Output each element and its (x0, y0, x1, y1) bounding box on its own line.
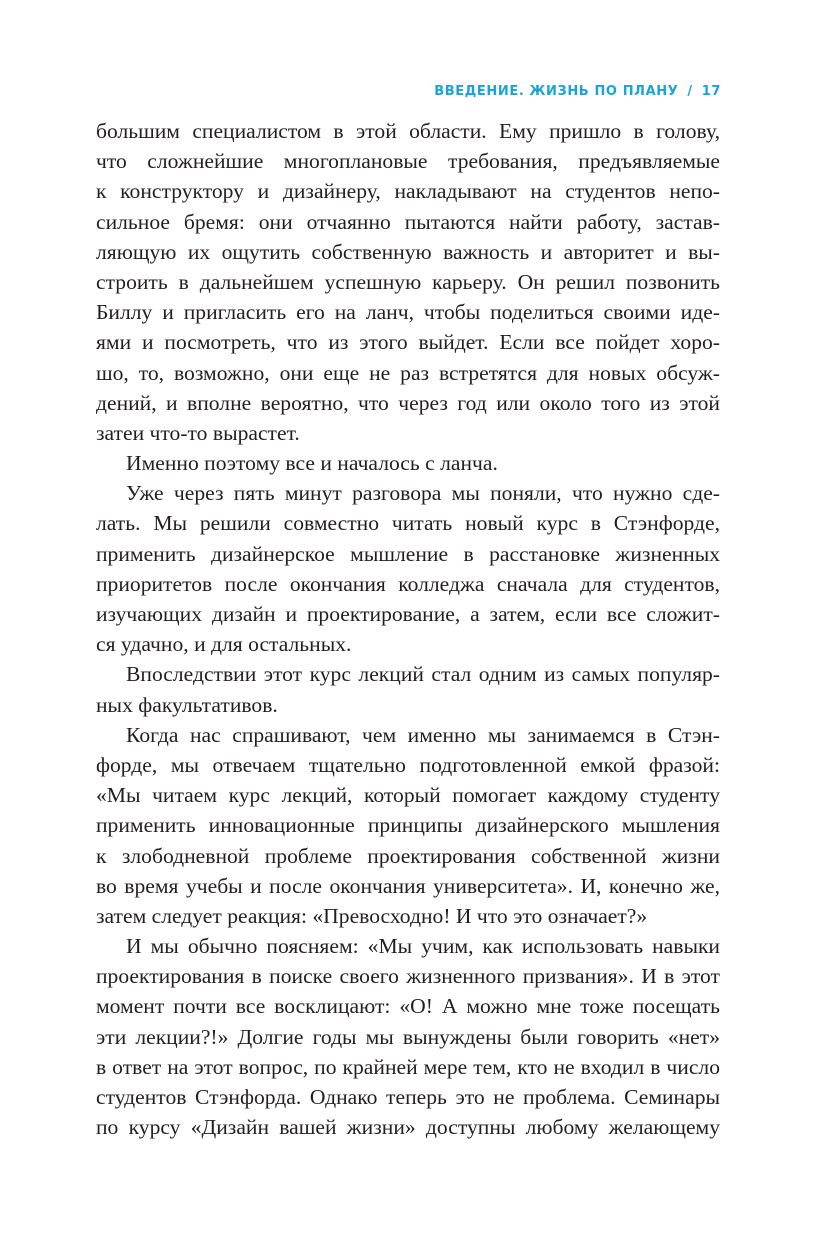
text-line: «Мы читаем курс лекций, который помогает каждому студенту (96, 783, 720, 808)
text-line: ями и посмотреть, что из этого выйдет. Если все пойдет хоро- (96, 330, 720, 355)
text-line: применить инновационные принципы дизайнерского мышления (96, 813, 720, 838)
text-line: проектирования в поиске своего жизненного призвания». И в этот (96, 964, 720, 989)
text-line: студентов Стэнфорда. Однако теперь это не проблема. Семинары (96, 1085, 720, 1109)
text-line: во время учебы и после окончания университета». И, конечно же, (96, 873, 720, 898)
text-line: Впоследствии этот курс лекций стал одним из самых популяр- (126, 662, 720, 687)
text-line: ся удачно, и для остальных. (96, 632, 352, 657)
text-line: что сложнейшие многоплановые требования, предъявляемые (96, 149, 720, 174)
text-line: ляющую их ощутить собственную важность и авторитет и вы- (96, 239, 720, 264)
text-line: момент почти все восклицают: «О! А можно мне тоже посещать (96, 994, 720, 1019)
text-line: И мы обычно поясняем: «Мы учим, как использовать навыки (126, 934, 720, 959)
text-line: Уже через пять минут разговора мы поняли, что нужно сде- (126, 481, 720, 506)
text-line: изучающих дизайн и проектирование, а затем, если все сложит- (96, 602, 720, 626)
text-line: Биллу и пригласить его на ланч, чтобы поделиться своими иде- (96, 300, 720, 325)
text-line: лать. Мы решили совместно читать новый курс в Стэнфорде, (96, 511, 720, 536)
text-line: Именно поэтому все и началось с ланча. (126, 451, 498, 476)
body-text (96, 116, 720, 1142)
text-line: большим специалистом в этой области. Ему пришло в голову, (96, 119, 720, 143)
text-line: строить в дальнейшем успешную карьеру. Он решил позвонить (96, 269, 720, 294)
text-line: к конструктору и дизайнеру, накладывают на студентов непо- (96, 179, 720, 204)
text-line: применить дизайнерское мышление в расстановке жизненных (96, 541, 720, 566)
text-line: затеи что-то вырастет. (96, 420, 300, 445)
section-title: ВВЕДЕНИЕ. ЖИЗНЬ ПО ПЛАНУ (434, 84, 679, 99)
text-line: дений, и вполне вероятно, что через год или около того из этой (96, 390, 720, 415)
text-line: по курсу «Дизайн вашей жизни» доступны любому желающему (96, 1115, 720, 1140)
text-line: к злободневной проблеме проектирования собственной жизни (96, 843, 720, 868)
text-line: затем следует реакция: «Превосходно! И что это означает?» (96, 903, 648, 928)
text-line: в ответ на этот вопрос, по крайней мере тем, кто не входил в число (96, 1054, 720, 1079)
text-line: эти лекции?!» Долгие годы мы вынуждены были говорить «нет» (96, 1024, 720, 1049)
page-number: 17 (701, 84, 721, 99)
text-line: форде, мы отвечаем тщательно подготовленной емкой фразой: (96, 752, 720, 777)
text-line: шо, то, возможно, они еще не раз встретятся для новых обсуж- (96, 360, 720, 385)
running-head (434, 84, 721, 99)
text-line: ных факультативов. (96, 692, 278, 717)
text-line: приоритетов после окончания колледжа сначала для студентов, (96, 571, 720, 596)
text-line: Когда нас спрашивают, чем именно мы занимаемся в Стэн- (126, 722, 720, 747)
text-line: сильное бремя: они отчаянно пытаются найти работу, застав- (96, 209, 720, 234)
separator: / (687, 84, 693, 99)
